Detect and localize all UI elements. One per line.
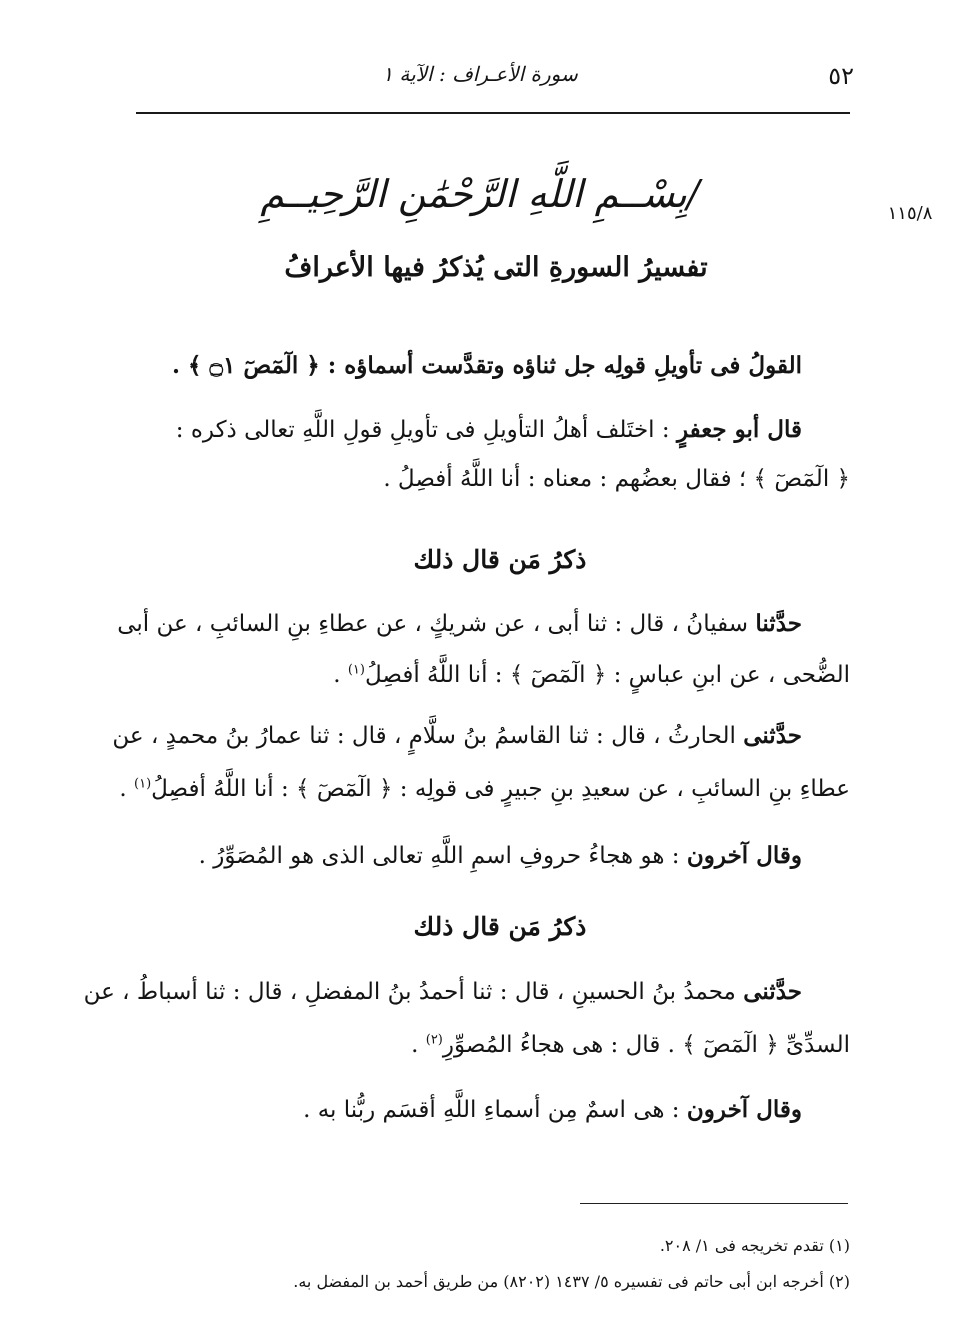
paragraph-line: [83, 978, 850, 1005]
footnote: (١) تقدم تخريجه فى ١/ ٢٠٨.: [659, 1236, 850, 1255]
narration-paragraph: [83, 978, 850, 1068]
margin-volume-page-reference: ١١٥/٨: [887, 203, 933, 224]
paragraph-line: [112, 722, 850, 749]
footnote-marker: (٢): [425, 1032, 443, 1048]
header-rule: [136, 112, 850, 114]
paragraph-text: : هو هجاءُ حروفِ اسمِ اللَّهِ تعالى الذى هو المُصَوِّرُ .: [198, 843, 680, 869]
narration-lead: حدَّثنا: [755, 610, 802, 637]
paragraph-text: عطاءِ بنِ السائبِ ، عن سعيدِ بنِ جبيرٍ فى قولِه : ﴿ الٓمٓصٓ ﴾ : أنا اللَّهُ أفصِلُ: [151, 776, 850, 802]
running-title: سورة الأعـراف : الآية ١: [382, 62, 578, 86]
paragraph-text: السدِّىِّ ﴿ الٓمٓصٓ ﴾ . قال : هى هجاءُ المُصوِّرِ: [442, 1032, 850, 1058]
paragraph-line: عطاءِ بنِ السائبِ ، عن سعيدِ بنِ جبيرٍ فى قولِه : ﴿ الٓمٓصٓ ﴾ : أنا اللَّهُ أفصِلُ$^{(١)}$ .: [119, 776, 850, 802]
paragraph-text: الحارثُ ، قال : ثنا القاسمُ بنُ سلَّامٍ ، قال : ثنا عمارُ بنُ محمدٍ ، عن: [112, 723, 736, 749]
paragraph-line: [117, 610, 850, 637]
chapter-title: تفسيرُ السورةِ التى يُذكرُ فيها الأعرافُ: [284, 252, 708, 283]
footnote-marker: (١): [347, 662, 365, 678]
speaker-lead: وقال آخرون: [686, 842, 802, 869]
basmala: /بِسْــمِ اللَّهِ الرَّحْمَٰنِ الرَّحِيــمِ: [260, 172, 700, 216]
paragraph-line: [136, 1096, 850, 1123]
footnote: (٢) أخرجه ابن أبى حاتم فى تفسيره ٥/ ١٤٣٧ (٨٢٠٢) من طريق أحمد بن المفضل به.: [293, 1272, 850, 1291]
narration-paragraph: [117, 610, 850, 700]
footnote-marker: (١): [134, 776, 152, 792]
paragraph-text: محمدُ بنُ الحسينِ ، قال : ثنا أحمدُ بنُ المفضلِ ، قال : ثنا أسباطُ ، عن: [83, 979, 736, 1005]
narration-lead: حدَّثنى: [743, 978, 802, 1005]
paragraph-line: الضُّحى ، عن ابنِ عباسٍ : ﴿ الٓمٓصٓ ﴾ : أنا اللَّهُ أفصِلُ$^{(١)}$ .: [333, 662, 850, 688]
paragraph-text: : هى اسمٌ مِن أسماءِ اللَّهِ أقسَم ربُّنا به .: [303, 1097, 680, 1123]
paragraph-text: : اختَلف أهلُ التأويلِ فى تأويلِ قولِ اللَّهِ تعالى ذكره :: [175, 417, 670, 443]
others-said-paragraph: [136, 842, 850, 882]
page-number: ٥٢: [828, 62, 854, 90]
section-heading: ذكرُ مَن قال ذلك: [413, 545, 587, 574]
narration-lead: حدَّثنى: [743, 722, 802, 749]
intro-paragraph: [136, 352, 850, 392]
speaker-lead: قال أبو جعفرٍ: [676, 416, 802, 443]
paragraph-text: الضُّحى ، عن ابنِ عباسٍ : ﴿ الٓمٓصٓ ﴾ : أنا اللَّهُ أفصِلُ: [364, 662, 850, 688]
speaker-lead: وقال آخرون: [686, 1096, 802, 1123]
intro-line: القولُ فى تأويلِ قولِه جل ثناؤه وتقدَّست أسماؤه : ﴿ الٓمٓصٓ ۝١ ﴾ .: [172, 352, 802, 379]
paragraph-line: السدِّىِّ ﴿ الٓمٓصٓ ﴾ . قال : هى هجاءُ المُصوِّرِ$^{(٢)}$ .: [411, 1032, 850, 1058]
paragraph-line: [136, 842, 850, 869]
footnote-separator: [580, 1203, 848, 1204]
paragraph-line: [136, 416, 850, 443]
paragraph-line: ﴿ الٓمٓصٓ ﴾ ؛ فقال بعضُهم : معناه : أنا اللَّهُ أفصِلُ .: [383, 466, 850, 492]
others-said-paragraph: [136, 1096, 850, 1136]
narration-paragraph: [112, 722, 850, 812]
abu-jafar-paragraph: [136, 416, 850, 506]
paragraph-text: سفيانُ ، قال : ثنا أبى ، عن شريكٍ ، عن عطاءِ بنِ السائبِ ، عن أبى: [117, 611, 749, 637]
section-heading: ذكرُ مَن قال ذلك: [413, 912, 587, 941]
